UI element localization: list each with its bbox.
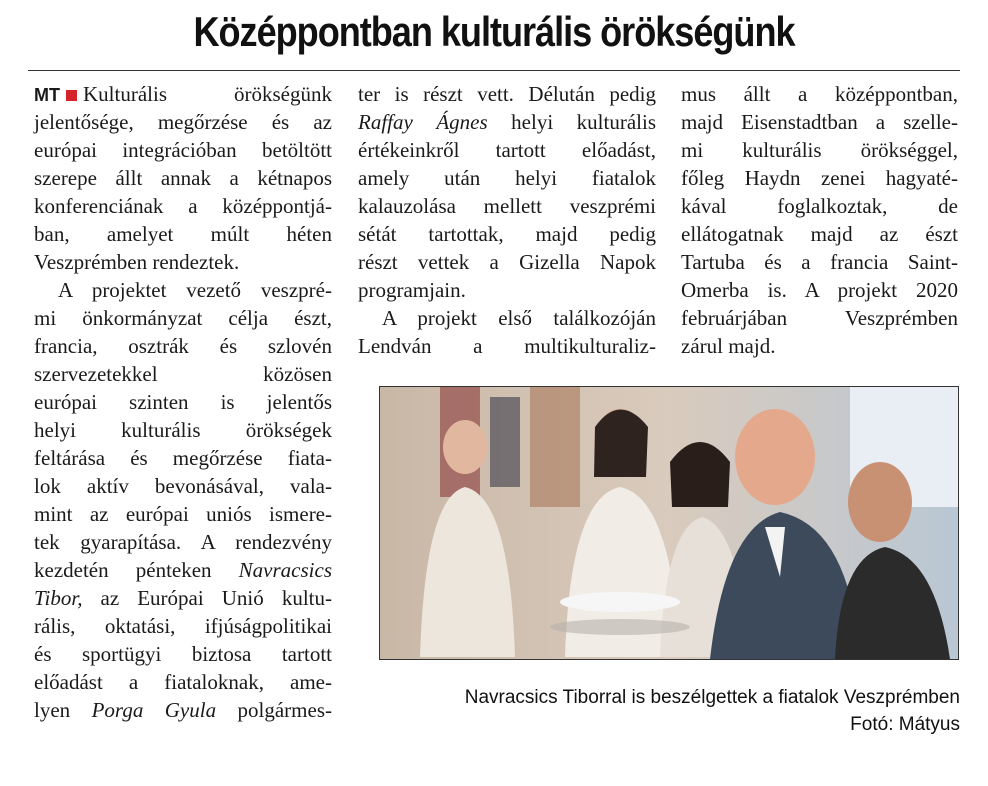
text-line: konferenciának a középpontjá- [34, 194, 332, 218]
headline: Középpontban kulturális örökségünk [193, 8, 795, 55]
text-line: Raffay Ágnes helyi kulturális [358, 110, 656, 134]
article-column-3 [681, 80, 958, 360]
text-line: feltárása és megőrzése fiata- [34, 446, 332, 470]
text-line: főleg Haydn zenei hagyaté- [681, 166, 958, 190]
text-line: majd Eisenstadtban a szelle- [681, 110, 958, 134]
text-line: előadást a fiataloknak, ame- [34, 670, 332, 694]
text-line: rális, oktatási, ifjúságpolitikai [34, 614, 332, 638]
article-column-2 [358, 80, 656, 360]
text-line: amely után helyi fiatalok [358, 166, 656, 190]
text-line: lok aktív bevonásával, vala- [34, 474, 332, 498]
text-line: értékeinkről tartott előadást, [358, 138, 656, 162]
text-line: tek gyarapítása. A rendezvény [34, 530, 332, 554]
text-line: zárul majd. [681, 334, 776, 358]
text-line: szerepe állt annak a kétnapos [34, 166, 332, 190]
text-line: és sportügyi biztosa tartott [34, 642, 332, 666]
headline-rule [28, 70, 960, 71]
text-line: francia, osztrák és szlovén [34, 334, 332, 358]
text-line: Lendván a multikulturaliz- [358, 334, 656, 358]
text-line: A projektet vezető veszpré- [58, 278, 332, 302]
red-square-icon [66, 90, 77, 101]
text-line: ter is részt vett. Délután pedig [358, 82, 656, 106]
text-line: programjain. [358, 278, 466, 302]
text-line: sétát tartottak, majd pedig [358, 222, 656, 246]
text-line: részt vettek a Gizella Napok [358, 250, 656, 274]
text-line: Tibor, az Európai Unió kultu- [34, 586, 332, 610]
photo-illustration [380, 387, 958, 659]
article-photo [379, 386, 959, 660]
text-line: lyen Porga Gyula polgármes- [34, 698, 332, 722]
photo-caption: Navracsics Tiborral is beszélgettek a fiatalok Veszprémben [464, 687, 960, 708]
text-line: MT Kulturális örökségünk [34, 82, 332, 106]
text-line: mi kulturális örökséggel, [681, 138, 958, 162]
text-line: jelentősége, megőrzése és az [34, 110, 332, 134]
text-line: ellátogatnak majd az észt [681, 222, 958, 246]
text-line: Omerba is. A projekt 2020 [681, 278, 958, 302]
text-line: szervezetekkel közösen [34, 362, 332, 386]
text-line: kával foglalkoztak, de [681, 194, 958, 218]
text-line: mi önkormányzat célja észt, [34, 306, 332, 330]
text-line: A projekt első találkozóján [382, 306, 656, 330]
article-column-1 [34, 80, 332, 724]
text-line: ban, amelyet múlt héten [34, 222, 332, 246]
text-line: februárjában Veszprémben [681, 306, 958, 330]
source-tag: MT [34, 85, 60, 105]
text-line: Tartuba és a francia Saint- [681, 250, 958, 274]
text-line: kalauzolása mellett veszprémi [358, 194, 656, 218]
text-line: Veszprémben rendeztek. [34, 250, 240, 274]
text-line: helyi kulturális örökségek [34, 418, 332, 442]
photo-credit: Fotó: Mátyus [850, 714, 960, 735]
photo-caption-block [340, 684, 960, 738]
text-line: európai szinten is jelentős [34, 390, 332, 414]
text-line: mint az európai uniós ismere- [34, 502, 332, 526]
text-line: európai integrációban betöltött [34, 138, 332, 162]
text-line: kezdetén pénteken Navracsics [34, 558, 332, 582]
text-line: mus állt a középpontban, [681, 82, 958, 106]
